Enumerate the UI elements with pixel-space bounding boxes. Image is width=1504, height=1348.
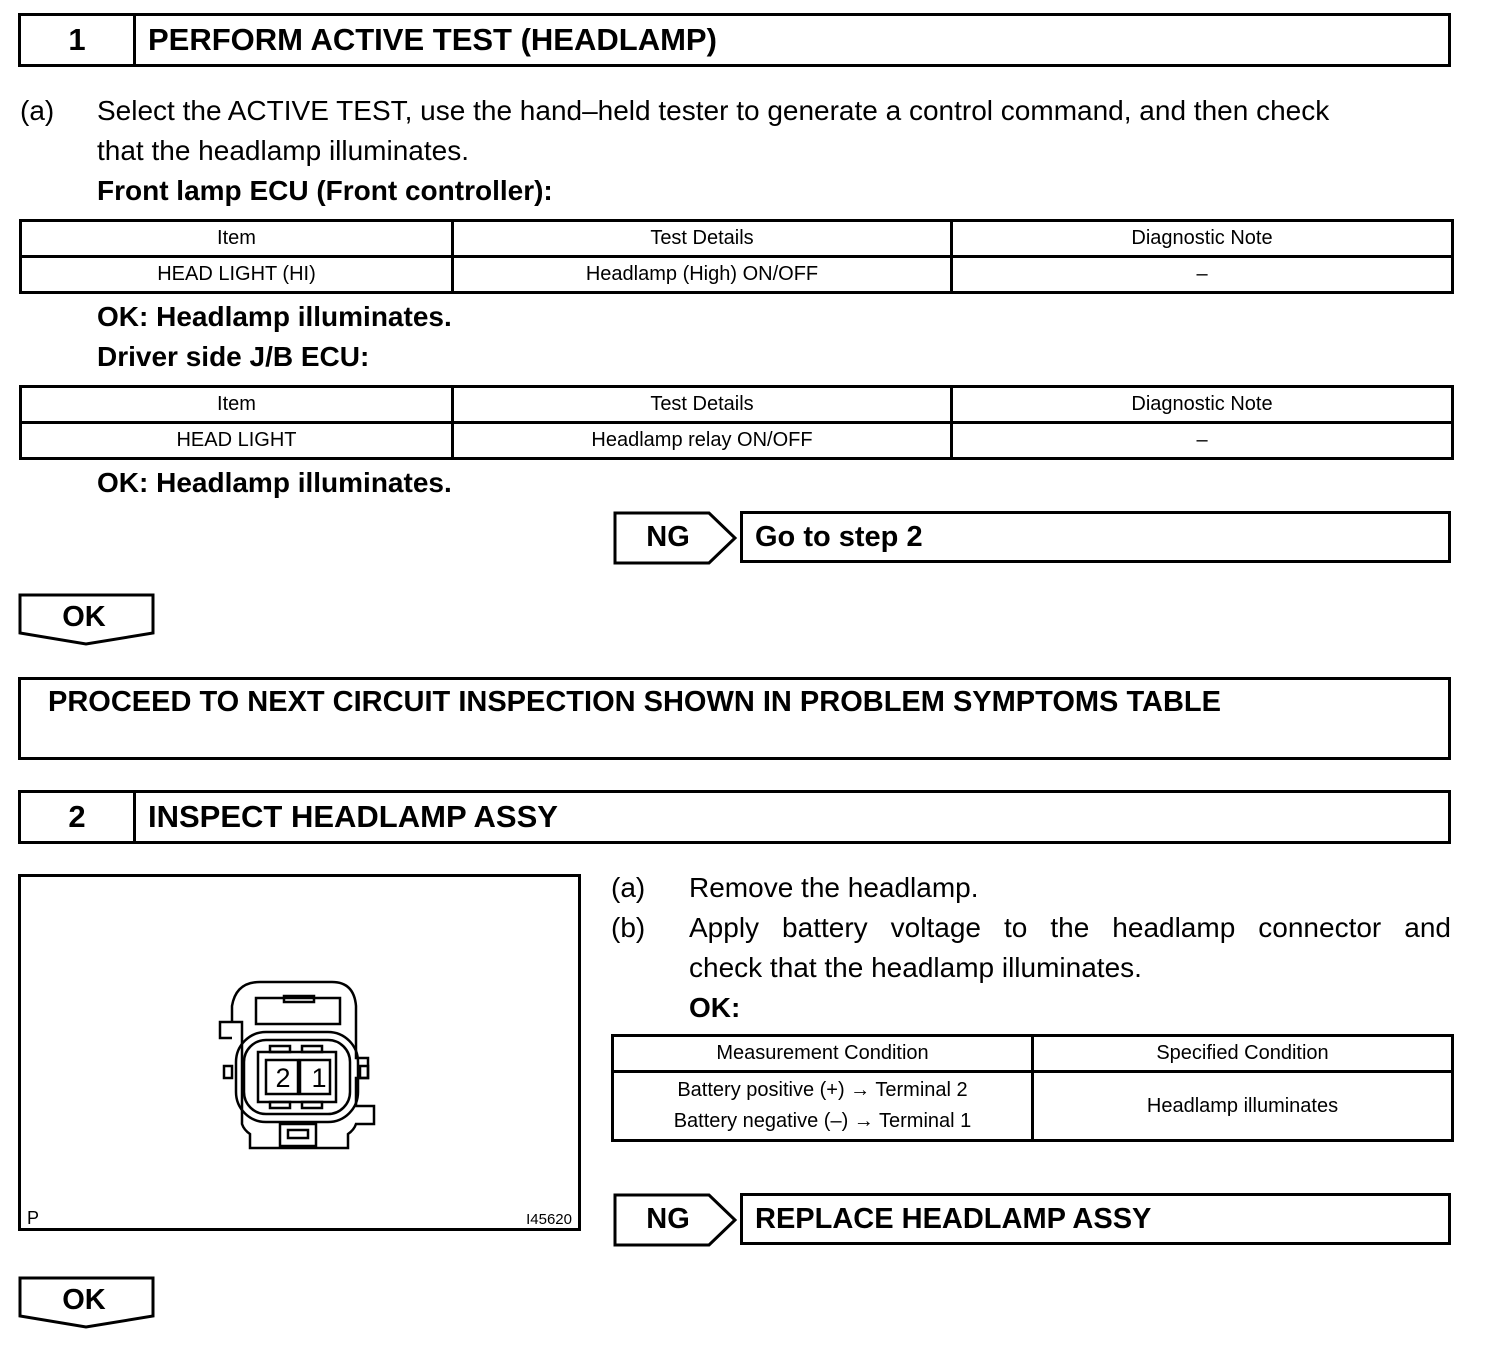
header-diagnostic-note: Diagnostic Note xyxy=(952,221,1453,257)
measurement-table xyxy=(611,1034,1454,1142)
cell-diagnostic-note: – xyxy=(952,423,1453,459)
go-to-step-2-button[interactable]: Go to step 2 xyxy=(740,511,1451,563)
driver-ecu-heading: Driver side J/B ECU: xyxy=(97,341,370,372)
condition-line-1: Battery positive (+) → Terminal 2 xyxy=(677,1079,968,1101)
table-header-row xyxy=(613,1036,1453,1072)
front-ecu-table xyxy=(19,219,1454,294)
replace-headlamp-button[interactable]: REPLACE HEADLAMP ASSY xyxy=(740,1193,1451,1245)
step-number: 2 xyxy=(21,793,136,841)
cell-item: HEAD LIGHT (HI) xyxy=(21,257,453,293)
proceed-box[interactable]: PROCEED TO NEXT CIRCUIT INSPECTION SHOWN IN PROBLEM SYMPTOMS TABLE xyxy=(18,677,1451,760)
header-test-details: Test Details xyxy=(453,387,952,423)
step-b-line-2: check that the headlamp illuminates. xyxy=(689,952,1142,983)
step-number: 1 xyxy=(21,16,136,64)
step-title: INSPECT HEADLAMP ASSY xyxy=(148,799,558,834)
cell-item: HEAD LIGHT xyxy=(21,423,453,459)
headlamp-connector-drawing xyxy=(214,978,387,1156)
cell-diagnostic-note: – xyxy=(952,257,1453,293)
cell-test-details: Headlamp relay ON/OFF xyxy=(453,423,952,459)
cell-test-details: Headlamp (High) ON/OFF xyxy=(453,257,952,293)
table-row xyxy=(21,257,1453,293)
table-header-row xyxy=(21,221,1453,257)
header-test-details: Test Details xyxy=(453,221,952,257)
step-1-header xyxy=(18,13,1451,67)
ok-heading: OK: xyxy=(689,992,741,1023)
header-diagnostic-note: Diagnostic Note xyxy=(952,387,1453,423)
step-a-marker: (a) xyxy=(611,872,646,903)
step-2-header xyxy=(18,790,1451,844)
header-measurement-condition: Measurement Condition xyxy=(613,1036,1033,1072)
instruction-marker: (a) xyxy=(20,95,55,126)
instruction-line-1: Select the ACTIVE TEST, use the hand–held tester to generate a control command, and then check xyxy=(97,95,1330,126)
illustration-id: I45620 xyxy=(526,1211,572,1228)
front-ok-criteria: OK: Headlamp illuminates. xyxy=(97,301,452,332)
step-b-text xyxy=(689,908,1451,988)
table-row xyxy=(613,1072,1453,1141)
condition-line-2: Battery negative (–) → Terminal 1 xyxy=(673,1110,972,1132)
step-title: PERFORM ACTIVE TEST (HEADLAMP) xyxy=(148,22,717,57)
table-row xyxy=(21,423,1453,459)
header-item: Item xyxy=(21,221,453,257)
ng-label[interactable]: NG xyxy=(646,520,690,553)
header-specified-condition: Specified Condition xyxy=(1033,1036,1453,1072)
driver-ecu-table xyxy=(19,385,1454,460)
illustration-corner-left: P xyxy=(27,1208,40,1228)
step-a-text: Remove the headlamp. xyxy=(689,872,979,903)
pin-2-label: 2 xyxy=(275,1063,291,1093)
cell-specified-condition: Headlamp illuminates xyxy=(1033,1072,1453,1141)
ok-label[interactable]: OK xyxy=(62,1284,106,1316)
step-b-line-1: Apply battery voltage to the headlamp connector and xyxy=(689,912,1451,943)
front-ecu-heading: Front lamp ECU (Front controller): xyxy=(97,175,553,206)
table-header-row xyxy=(21,387,1453,423)
instruction-line-2: that the headlamp illuminates. xyxy=(97,135,469,166)
step-b-marker: (b) xyxy=(611,912,646,943)
cell-measurement-condition xyxy=(613,1072,1033,1141)
header-item: Item xyxy=(21,387,453,423)
pin-1-label: 1 xyxy=(311,1063,327,1093)
ok-label[interactable]: OK xyxy=(62,601,106,633)
connector-illustration xyxy=(18,874,581,1231)
driver-ok-criteria: OK: Headlamp illuminates. xyxy=(97,467,452,498)
instruction-text xyxy=(97,91,1457,171)
ng-label[interactable]: NG xyxy=(646,1202,690,1235)
